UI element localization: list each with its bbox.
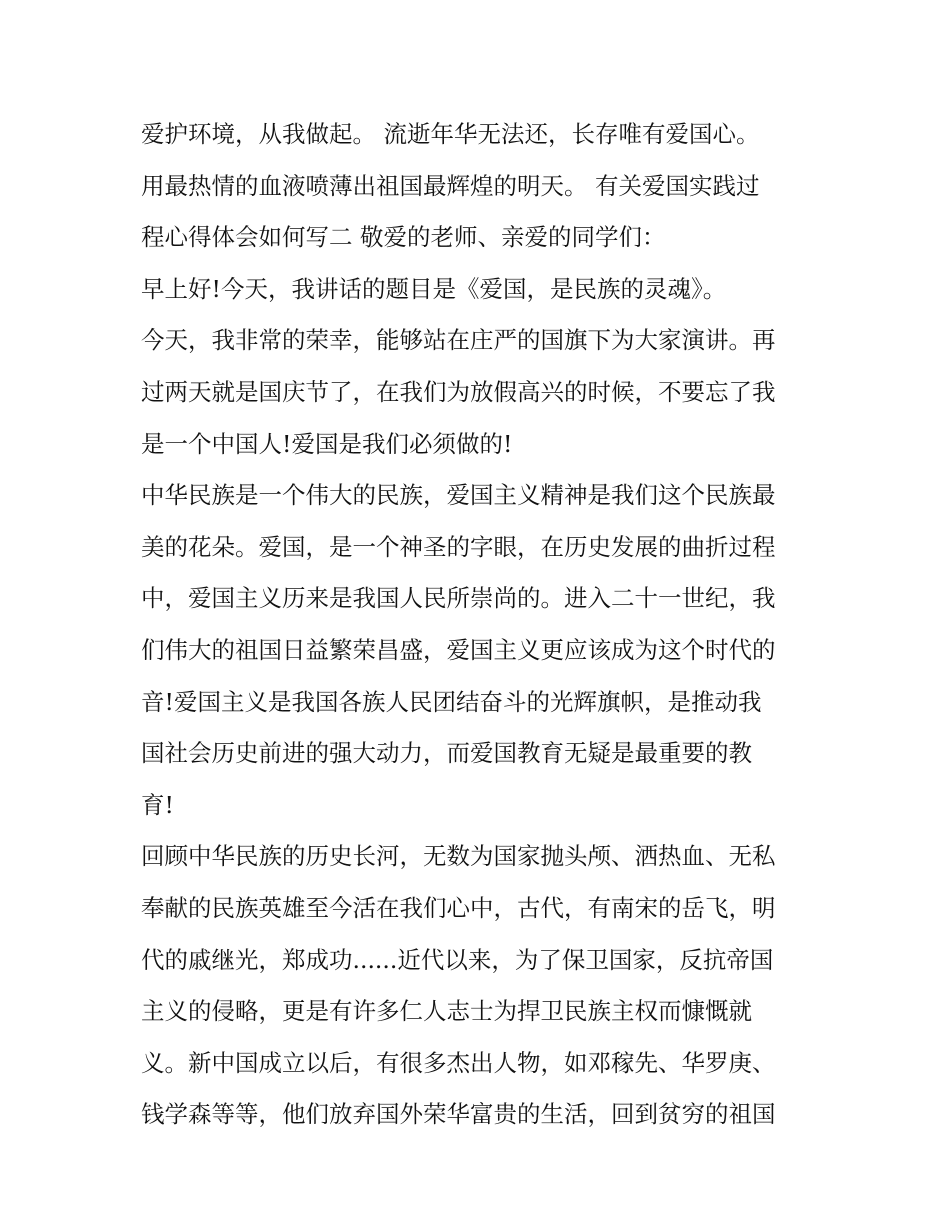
text-line: 中，爱国主义历来是我国人民所崇尚的。进入二十一世纪，我 [141,584,776,613]
text-line: 过两天就是国庆节了，在我们为放假高兴的时候，不要忘了我 [141,377,776,406]
text-line: 们伟大的祖国日益繁荣昌盛，爱国主义更应该成为这个时代的 [141,635,776,664]
text-line: 爱护环境，从我做起。 流逝年华无法还，长存唯有爱国心。 [141,120,760,148]
text-line: 奉献的民族英雄至今活在我们心中，古代，有南宋的岳飞，明 [141,893,776,922]
text-line: 主义的侵略，更是有许多仁人志士为捍卫民族主权而慷慨就 [141,997,752,1026]
text-line: 育! [141,790,174,819]
text-line: 回顾中华民族的历史长河，无数为国家抛头颅、洒热血、无私 [141,842,776,871]
text-line: 美的花朵。爱国，是一个神圣的字眼，在历史发展的曲折过程 [141,532,776,561]
text-line: 钱学森等等，他们放弃国外荣华富贵的生活，回到贫穷的祖国 [141,1100,776,1129]
text-line: 用最热情的血液喷薄出祖国最辉煌的明天。 有关爱国实践过 [141,171,760,200]
text-line: 代的戚继光，郑成功......近代以来，为了保卫国家，反抗帝国 [141,945,774,974]
text-line: 中华民族是一个伟大的民族，爱国主义精神是我们这个民族最 [141,481,776,510]
text-line: 今天，我非常的荣幸，能够站在庄严的国旗下为大家演讲。再 [141,326,776,355]
text-line: 国社会历史前进的强大动力，而爱国教育无疑是最重要的教 [141,739,752,768]
text-line: 早上好!今天，我讲话的题目是《爱国，是民族的灵魂》。 [141,274,727,303]
text-line: 音!爱国主义是我国各族人民团结奋斗的光辉旗帜，是推动我 [141,687,762,716]
text-line: 是一个中国人!爱国是我们必须做的! [141,429,513,458]
text-line: 义。新中国成立以后，有很多杰出人物，如邓稼先、华罗庚、 [141,1048,776,1077]
document-body [141,109,821,1141]
text-line: 程心得体会如何写二 敬爱的老师、亲爱的同学们： [141,223,666,252]
